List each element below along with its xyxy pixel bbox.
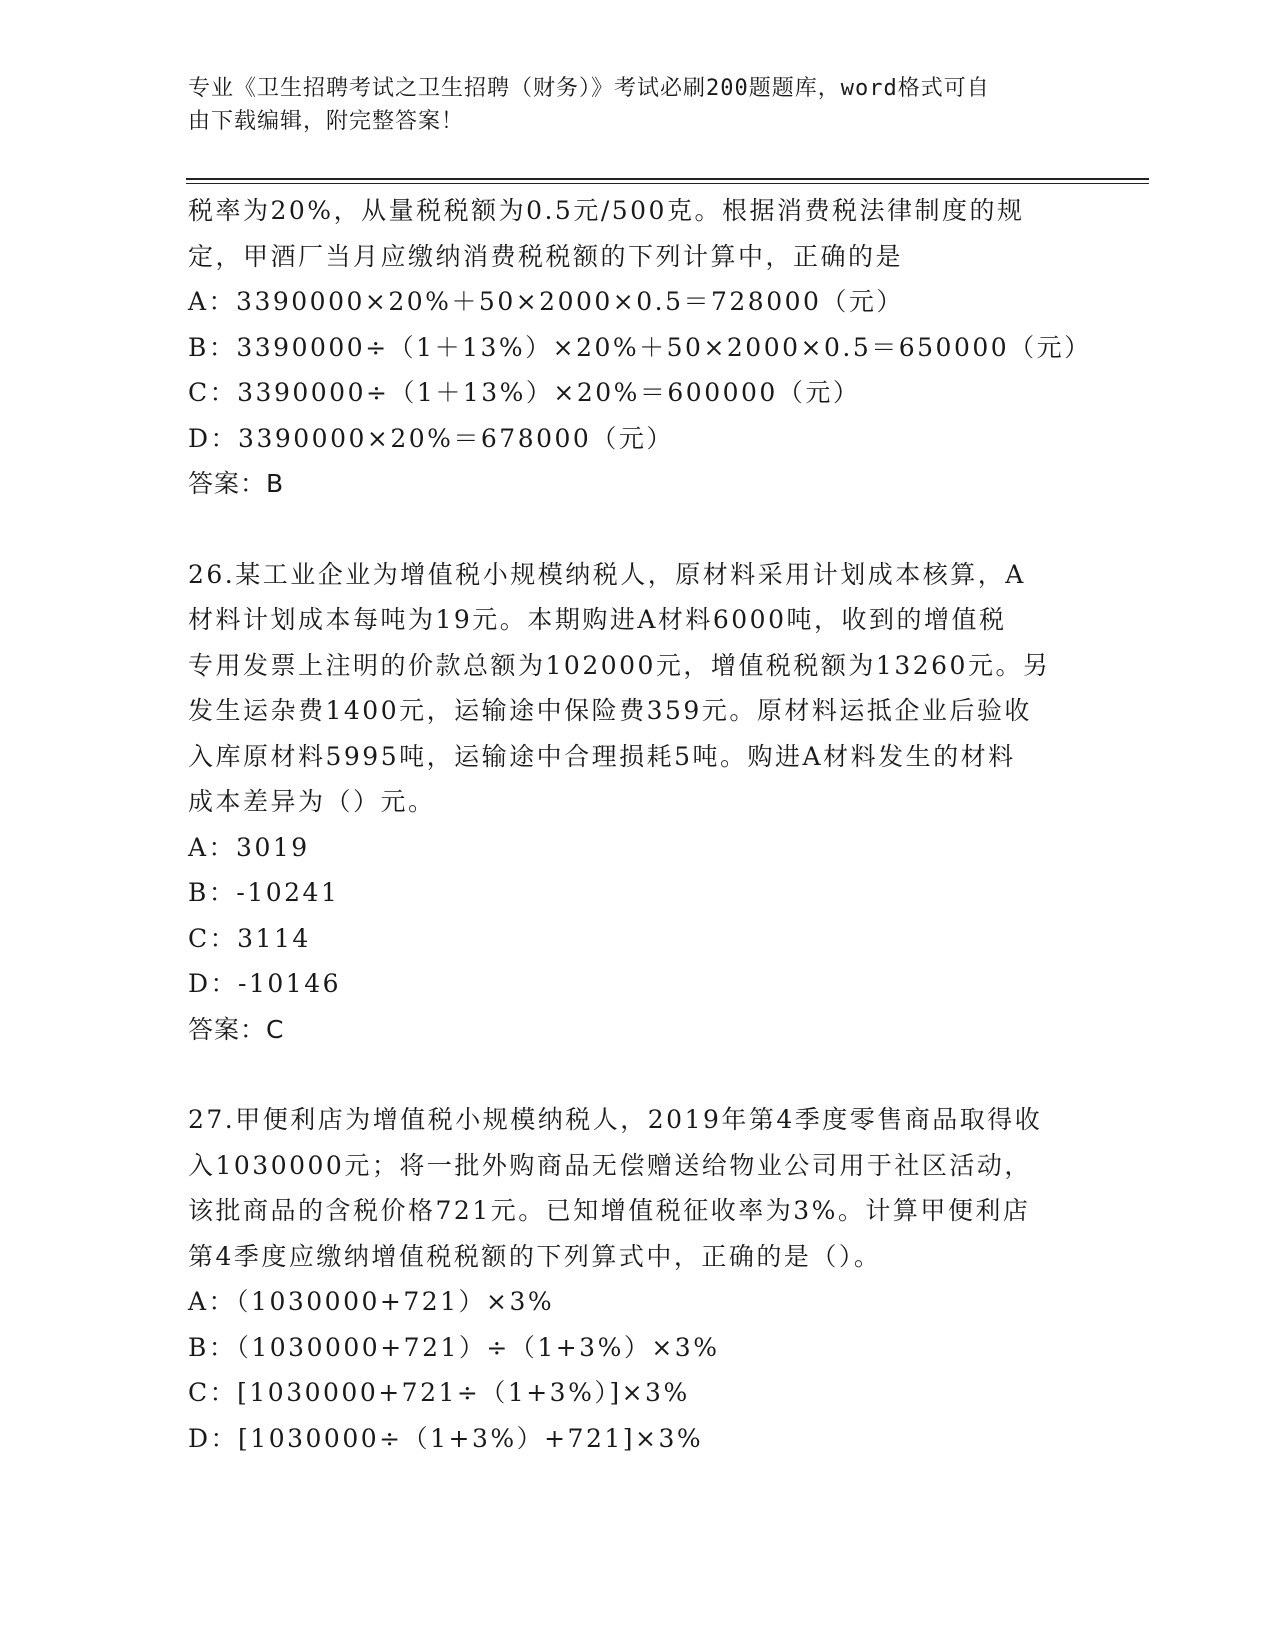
answer-line: 答案：B — [188, 469, 285, 498]
question-stem-line: 27.甲便利店为增值税小规模纳税人，2019年第4季度零售商品取得收 — [188, 1105, 1043, 1134]
answer-line: 答案：C — [188, 1014, 285, 1044]
header-line-2: 由下载编辑，附完整答案！ — [188, 109, 465, 134]
option-a: A：3390000×20%＋50×2000×0.5＝728000（元） — [188, 287, 904, 316]
question-stem-line: 成本差异为（）元。 — [188, 787, 436, 816]
question-stem-line: 入库原材料5995吨，运输途中合理损耗5吨。购进A材料发生的材料 — [188, 741, 1016, 771]
option-b: B：-10241 — [188, 878, 340, 907]
question-25 — [188, 188, 1092, 507]
question-27 — [188, 1097, 1088, 1461]
option-d: D：-10146 — [188, 969, 342, 998]
option-d: D：[1030000÷（1+3%）+721]×3% — [188, 1423, 704, 1453]
spacer — [188, 1052, 1088, 1097]
question-stem-line: 第4季度应缴纳增值税税额的下列算式中，正确的是（）。 — [188, 1241, 882, 1271]
question-stem-line: 发生运杂费1400元，运输途中保险费359元。原材料运抵企业后验收 — [188, 696, 1032, 725]
question-stem-line: 专用发票上注明的价款总额为102000元，增值税税额为13260元。另 — [188, 650, 1051, 680]
document-body — [188, 188, 1092, 1461]
option-d: D：3390000×20%＝678000（元） — [188, 423, 674, 453]
option-c: C：3114 — [188, 923, 311, 953]
option-c: C：3390000÷（1＋13%）×20%＝600000（元） — [188, 378, 861, 407]
option-b: B：3390000÷（1＋13%）×20%＋50×2000×0.5＝650000（元） — [188, 332, 1092, 362]
option-b: B：（1030000+721）÷（1+3%）×3% — [188, 1332, 720, 1362]
question-stem-line: 定，甲酒厂当月应缴纳消费税税额的下列计算中，正确的是 — [188, 241, 904, 271]
header-rule-thick — [186, 178, 1149, 180]
question-stem-line: 入1030000元；将一批外购商品无偿赠送给物业公司用于社区活动， — [188, 1150, 1032, 1180]
option-c: C：[1030000+721÷（1+3%）]×3% — [188, 1378, 690, 1407]
option-a: A：3019 — [188, 832, 310, 862]
option-a: A：（1030000+721）×3% — [188, 1287, 555, 1316]
question-stem-line: 税率为20%，从量税税额为0.5元/500克。根据消费税法律制度的规 — [188, 196, 1025, 225]
header-rule-thin — [186, 183, 1149, 184]
spacer — [188, 507, 1088, 552]
question-stem-line: 该批商品的含税价格721元。已知增值税征收率为3%。计算甲便利店 — [188, 1196, 1031, 1225]
document-header — [188, 72, 1068, 138]
header-line-1: 专业《卫生招聘考试之卫生招聘（财务）》考试必刷200题题库，word格式可自 — [188, 76, 990, 101]
question-stem-line: 26.某工业企业为增值税小规模纳税人，原材料采用计划成本核算，A — [188, 559, 1026, 589]
question-26 — [188, 552, 1088, 1053]
question-stem-line: 材料计划成本每吨为19元。本期购进A材料6000吨，收到的增值税 — [188, 605, 1007, 634]
